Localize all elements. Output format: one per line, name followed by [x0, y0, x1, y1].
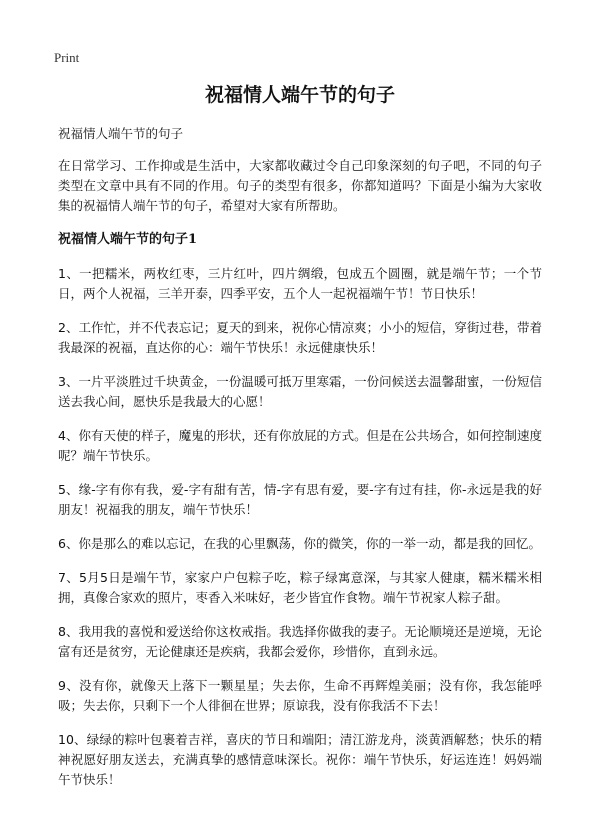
list-item: 9、没有你，就像天上落下一颗星星；失去你，生命不再辉煌美丽；没有你，我怎能呼吸；失去你，只剩下一个人徘徊在世界；原谅我，没有你我活不下去！ — [58, 678, 542, 713]
page-title: 祝福情人端午节的句子 — [204, 84, 395, 106]
list-item: 6、你是那么的难以忘记，在我的心里飘荡，你的微笑，你的一举一动，都是我的回忆。 — [58, 536, 541, 551]
list-item: 1、一把糯米，两枚红枣，三片红叶，四片绸缎，包成五个圆圈，就是端午节；一个节日，两个人祝福，三羊开泰，四季平安，五个人一起祝福端午节！节日快乐！ — [58, 266, 542, 301]
list-item: 5、缘-字有你有我，爱-字有甜有苦，情-字有思有爱，要-字有过有挂，你-永远是我的好朋友！祝福我的朋友，端午节快乐！ — [58, 482, 542, 517]
list-item: 2、工作忙，并不代表忘记；夏天的到来，祝你心情凉爽；小小的短信，穿街过巷，带着我最深的祝福，直达你的心：端午节快乐！永远健康快乐！ — [58, 320, 542, 355]
intro-paragraph: 在日常学习、工作抑或是生活中，大家都收藏过令自己印象深刻的句子吧，不同的句子类型在文章中具有不同的作用。句子的类型有很多，你都知道吗？下面是小编为大家收集的祝福情人端午节的句子，希望对大家有所帮助。 — [58, 158, 542, 213]
print-link[interactable]: Print — [54, 50, 80, 65]
list-item: 3、一片平淡胜过千块黄金，一份温暖可抵万里寒霜，一份问候送去温馨甜蜜，一份短信送去我心间，愿快乐是我最大的心愿！ — [58, 374, 542, 409]
list-item: 4、你有天使的样子，魔鬼的形状，还有你放屁的方式。但是在公共场合，如何控制速度呢？端午节快乐。 — [58, 428, 542, 463]
list-item: 7、5月5日是端午节，家家户户包粽子吃，粽子绿寓意深，与其家人健康，糯米糯米相拥，真像合家欢的照片，枣香入米味好，老少皆宜作食物。端午节祝家人粽子甜。 — [58, 570, 542, 605]
list-item: 8、我用我的喜悦和爱送给你这枚戒指。我选择你做我的妻子。无论顺境还是逆境，无论富有还是贫穷，无论健康还是疾病，我都会爱你，珍惜你，直到永远。 — [58, 624, 542, 659]
section-heading: 祝福情人端午节的句子1 — [58, 232, 198, 247]
item-list — [58, 264, 542, 790]
document-subtitle: 祝福情人端午节的句子 — [58, 126, 184, 141]
list-item: 10、绿绿的粽叶包裹着吉祥，喜庆的节日和端阳；清江游龙舟，淡黄酒解愁；快乐的精神祝愿好朋友送去，充满真挚的感情意味深长。祝你：端午节快乐，好运连连！妈妈端午节快乐！ — [58, 732, 542, 787]
